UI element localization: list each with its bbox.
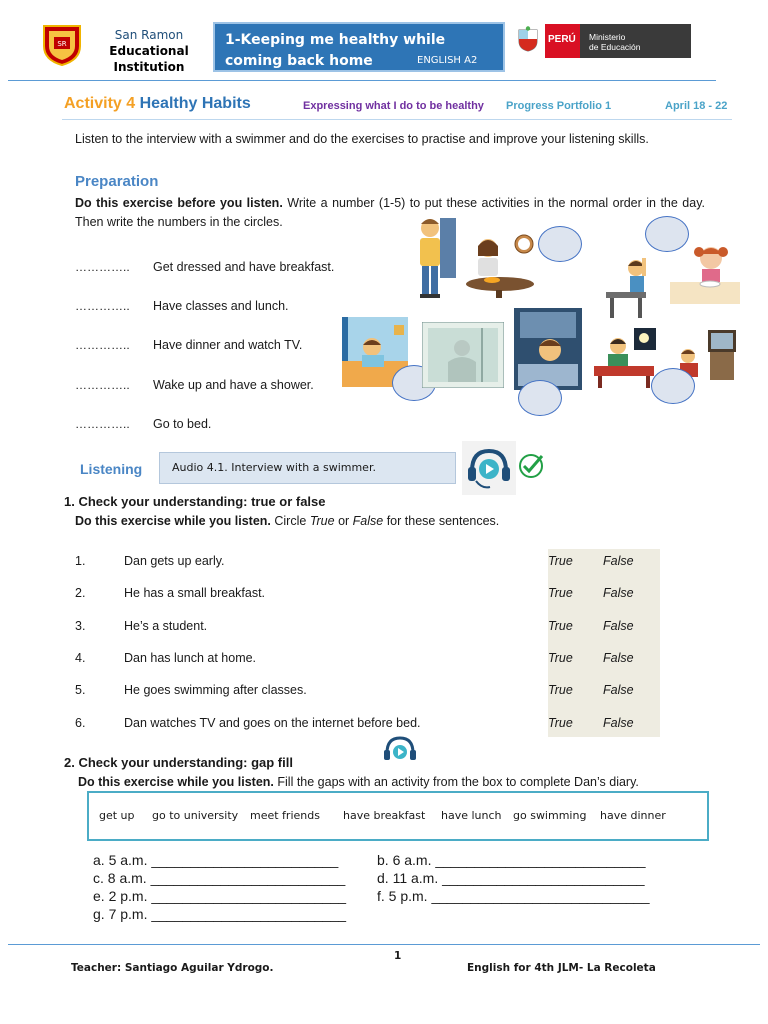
boy-in-bed-illustration [514,308,582,390]
true-option[interactable]: True [548,554,573,568]
order-item-text: Have dinner and watch TV. [153,338,303,352]
question-text: Dan watches TV and goes on the internet before bed. [124,716,421,730]
true-option[interactable]: True [548,586,573,600]
exercise1-instruction-part: for these sentences. [383,514,500,528]
audio-label: Audio 4.1. Interview with a swimmer. [172,461,376,474]
activity-dates: April 18 - 22 [665,100,728,112]
word-bank-item: go swimming [513,809,587,822]
level-label: ENGLISH A2 [417,55,478,66]
progress-portfolio-label: Progress Portfolio 1 [506,100,612,112]
true-option[interactable]: True [548,716,573,730]
answer-circle[interactable] [651,368,695,404]
exercise1-instruction-bold: Do this exercise while you listen. [75,514,271,528]
diary-gap[interactable]: a. 5 a.m. ________________________ [93,852,339,868]
school-name [74,27,224,75]
order-blank[interactable]: ………….. [75,260,130,274]
answer-circle[interactable] [538,226,582,262]
word-bank-item: go to university [152,809,239,822]
preparation-heading: Preparation [75,173,159,190]
true-option[interactable]: True [548,651,573,665]
exercise2-instruction-bold: Do this exercise while you listen. [78,775,274,789]
diary-gap[interactable]: c. 8 a.m. _________________________ [93,870,346,886]
false-option[interactable]: False [603,586,634,600]
teacher-name: Teacher: Santiago Aguilar Ydrogo. [71,962,274,974]
question-number: 4. [75,651,86,665]
svg-text:SR: SR [57,40,67,48]
footer-divider [8,944,760,945]
false-option[interactable]: False [603,554,634,568]
headphones-play-icon[interactable] [380,731,420,771]
exercise1-heading: 1. Check your understanding: true or false [64,494,326,509]
audio-label-box [159,452,456,484]
question-text: He has a small breakfast. [124,586,266,600]
girl-at-school-illustration [602,252,670,320]
order-item-text: Get dressed and have breakfast. [153,260,335,274]
order-blank[interactable]: ………….. [75,338,130,352]
worksheet-title: 1-Keeping me healthy while coming back home [225,32,446,69]
question-text: Dan has lunch at home. [124,651,257,665]
school-name-line1: San Ramon [114,28,184,42]
order-item-text: Wake up and have a shower. [153,378,314,392]
ministry-name-line1: Ministerio [589,32,626,42]
question-text: He goes swimming after classes. [124,683,307,697]
question-number: 3. [75,619,86,633]
ministry-name-line2: de Educación [589,42,641,52]
activity-heading [64,95,251,113]
order-item-text: Have classes and lunch. [153,299,289,313]
page-number: 1 [394,950,402,962]
preparation-instruction-bold: Do this exercise before you listen. [75,196,283,210]
exercise1-instruction-part: Circle [270,514,310,528]
activity-divider [62,119,732,120]
order-blank[interactable]: ………….. [75,417,130,431]
false-option[interactable]: False [603,716,634,730]
word-bank-item: meet friends [250,809,320,822]
true-option[interactable]: True [548,683,573,697]
exercise2-instruction-rest: Fill the gaps with an activity from the box to complete Dan’s diary. [273,775,639,789]
exercise1-instruction-true: True [309,514,335,528]
question-number: 5. [75,683,86,697]
checkmark-icon [517,452,545,480]
shower-illustration [422,322,504,388]
question-number: 2. [75,586,86,600]
worksheet-title-box [213,22,505,72]
exercise1-instruction-false: False [352,514,384,528]
diary-gap[interactable]: f. 5 p.m. ____________________________ [377,888,650,904]
false-option[interactable]: False [603,651,634,665]
diary-gap[interactable]: e. 2 p.m. _________________________ [93,888,347,904]
false-option[interactable]: False [603,683,634,697]
exercise2-instruction [78,775,639,789]
question-number: 1. [75,554,86,568]
girl-having-lunch-illustration [670,238,740,304]
headphones-play-icon[interactable] [462,441,516,495]
exercise1-instruction [75,514,499,528]
preparation-instruction [75,194,705,232]
question-number: 6. [75,716,86,730]
preparation-instruction-rest: Write a number (1-5) to put these activities in the normal order in the day. Then write the numbers in the circles. [75,196,705,229]
header-divider [8,80,716,81]
word-bank-item: have lunch [441,809,502,822]
answer-circle[interactable] [518,380,562,416]
school-name-line2: Educational Institution [109,44,189,74]
peru-coat-of-arms-icon [515,26,541,52]
activity-number: Activity 4 [64,95,136,112]
exercise1-instruction-part: or [334,514,353,528]
girl-having-breakfast-illustration [462,232,536,298]
exercise2-heading: 2. Check your understanding: gap fill [64,755,293,770]
order-item-text: Go to bed. [153,417,212,431]
word-bank-item: have breakfast [343,809,426,822]
true-false-column [548,549,660,737]
true-option[interactable]: True [548,619,573,633]
word-bank-item: get up [99,809,135,822]
diary-gap[interactable]: d. 11 a.m. __________________________ [377,870,645,886]
diary-gap[interactable]: b. 6 a.m. ___________________________ [377,852,646,868]
listening-heading: Listening [80,461,143,477]
ministry-logo [545,24,691,58]
activity-subtitle: Expressing what I do to be healthy [303,100,484,112]
question-text: Dan gets up early. [124,554,225,568]
intro-text: Listen to the interview with a swimmer and do the exercises to practise and improve your listening skills. [75,132,649,146]
order-blank[interactable]: ………….. [75,299,130,313]
false-option[interactable]: False [603,619,634,633]
activity-title: Healthy Habits [139,95,251,112]
course-name: English for 4th JLM- La Recoleta [467,962,656,974]
diary-gap[interactable]: g. 7 p.m. _________________________ [93,906,347,922]
family-dinner-illustration [594,326,658,390]
peru-label: PERÚ [548,34,576,45]
order-blank[interactable]: ………….. [75,378,130,392]
boy-getting-dressed-illustration [410,214,460,300]
word-bank-item: have dinner [600,809,666,822]
question-text: He’s a student. [124,619,208,633]
